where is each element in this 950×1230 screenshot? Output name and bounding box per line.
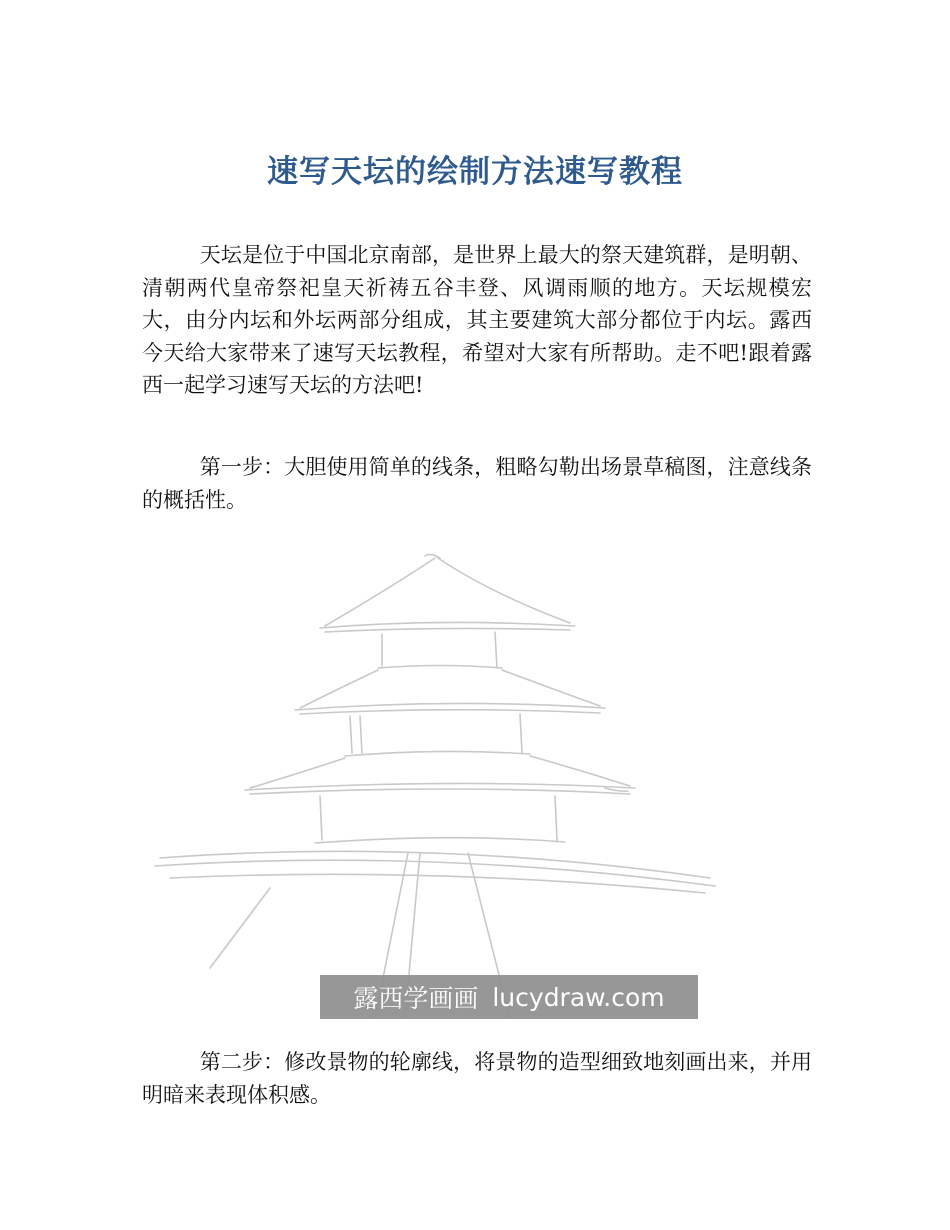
intro-paragraph: 天坛是位于中国北京南部，是世界上最大的祭天建筑群，是明朝、清朝两代皇帝祭祀皇天祈祷五谷丰登、风调雨顺的地方。天坛规模宏大，由分内坛和外坛两部分组成，其主要建筑大部分都位于内坛。露西今天给大家带来了速写天坛教程，希望对大家有所帮助。走不吧!跟着露西一起学习速写天坛的方法吧! [142,243,812,397]
step-one-paragraph: 第一步：大胆使用简单的线条，粗略勾勒出场景草稿图，注意线条的概括性。 [142,455,812,512]
temple-of-heaven-sketch [150,548,720,1033]
watermark-domain-text: lucydraw.com [492,982,665,1012]
document-title: 速写天坛的绘制方法速写教程 [267,154,683,190]
step-two-paragraph: 第二步：修改景物的轮廓线，将景物的造型细致地刻画出来，并用明暗来表现体积感。 [142,1050,812,1107]
watermark-chinese-text: 露西学画画 [353,984,479,1013]
watermark-banner [320,975,698,1019]
